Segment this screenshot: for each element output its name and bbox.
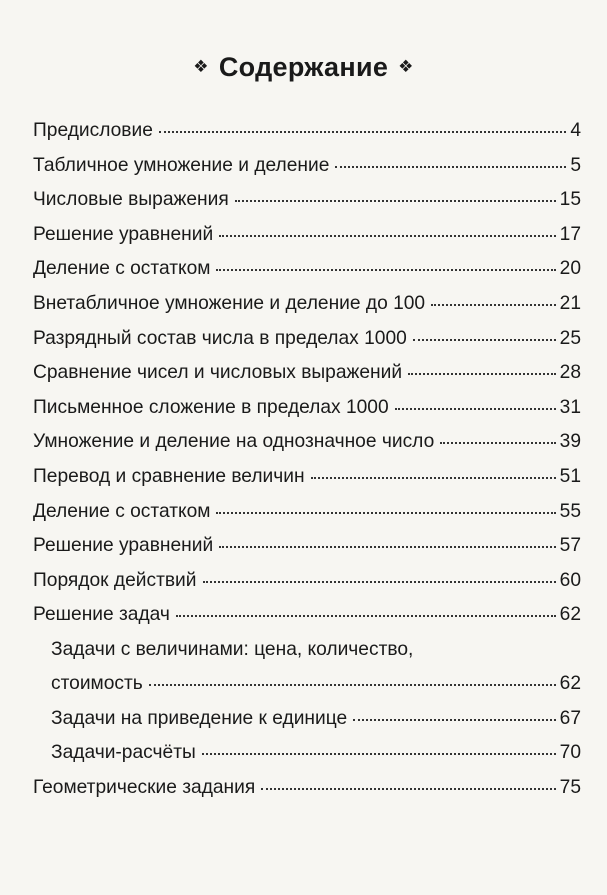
toc-entry-quantities [33, 464, 581, 490]
dot-leader [203, 581, 556, 583]
toc-entry-label: Геометрические задания [33, 776, 256, 798]
toc-entry-label: Сравнение чисел и числовых выражений [33, 362, 403, 384]
toc-entry-extra-table-multiplication [33, 291, 581, 317]
toc-entry-geometry [33, 775, 581, 801]
toc-entry-label: Умножение и деление на однозначное число [33, 431, 435, 453]
dot-leader [219, 235, 555, 237]
toc-entry-equations [33, 222, 581, 248]
toc-entry-label: Задачи на приведение к единице [51, 707, 348, 729]
toc-entry-price-problems-cont [33, 671, 581, 697]
contents-heading [0, 52, 607, 83]
dot-leader [235, 200, 556, 202]
dot-leader [202, 753, 556, 755]
toc-entry-page: 31 [559, 396, 581, 418]
toc-entry-price-problems [33, 637, 581, 663]
toc-entry-label: Предисловие [33, 120, 153, 141]
toc-entry-page: 25 [559, 327, 581, 349]
dot-leader [149, 684, 556, 686]
toc-entry-label: Задачи-расчёты [51, 742, 196, 764]
dot-leader [216, 269, 555, 271]
toc-entry-preface [33, 118, 581, 144]
toc-entry-equations-2 [33, 533, 581, 559]
toc-entry-page: 62 [559, 672, 581, 694]
toc-entry-written-addition [33, 395, 581, 421]
toc-entry-numeric-expressions [33, 187, 581, 213]
toc-entry-label: Решение уравнений [33, 223, 214, 245]
toc-entry-page: 62 [559, 604, 581, 626]
dot-leader [335, 166, 566, 168]
diamond-icon: ❖ [193, 57, 209, 76]
toc-entry-page: 55 [559, 500, 581, 522]
toc-entry-label: Порядок действий [33, 569, 197, 591]
toc-entry-page: 70 [559, 742, 581, 764]
dot-leader [395, 408, 556, 410]
dot-leader [440, 442, 555, 444]
toc-entry-page: 67 [559, 707, 581, 729]
toc-entry-page: 39 [559, 431, 581, 453]
dot-leader [159, 131, 566, 133]
dot-leader [413, 339, 556, 341]
dot-leader [311, 477, 556, 479]
toc-entry-digit-composition [33, 326, 581, 352]
toc-entry-order-of-operations [33, 568, 581, 594]
toc-entry-page: 5 [570, 154, 581, 176]
toc-entry-page: 20 [559, 258, 581, 280]
toc-entry-calculation-problems [33, 740, 581, 766]
table-of-contents [33, 118, 581, 809]
toc-entry-label: Перевод и сравнение величин [33, 465, 305, 487]
dot-leader [176, 615, 556, 617]
dot-leader [408, 373, 556, 375]
toc-entry-page: 75 [559, 776, 581, 798]
toc-entry-label: Письменное сложение в пределах 1000 [33, 396, 389, 418]
toc-entry-label: стоимость [51, 672, 143, 694]
toc-entry-single-digit-multiplication [33, 429, 581, 455]
toc-entry-unit-problems [33, 706, 581, 732]
toc-entry-label: Решение уравнений [33, 535, 214, 557]
toc-entry-page: 60 [559, 569, 581, 591]
diamond-icon: ❖ [398, 57, 414, 76]
toc-entry-division-remainder [33, 256, 581, 282]
toc-entry-page: 28 [559, 362, 581, 384]
toc-entry-page: 17 [559, 223, 581, 245]
dot-leader [216, 512, 555, 514]
toc-entry-label: Разрядный состав числа в пределах 1000 [33, 327, 407, 349]
toc-entry-page: 15 [559, 189, 581, 211]
dot-leader [431, 304, 556, 306]
dot-leader [261, 788, 555, 790]
toc-entry-page: 21 [559, 292, 581, 314]
toc-entry-label: Внетабличное умножение и деление до 100 [33, 292, 426, 314]
toc-entry-problem-solving [33, 602, 581, 628]
toc-entry-label: Табличное умножение и деление [33, 154, 330, 176]
toc-entry-division-remainder-2 [33, 499, 581, 525]
toc-entry-label: Решение задач [33, 604, 170, 626]
toc-entry-table-multiplication [33, 153, 581, 179]
toc-entry-label: Числовые выражения [33, 189, 229, 211]
toc-entry-comparison [33, 360, 581, 386]
toc-entry-page: 57 [559, 535, 581, 557]
page-title: Содержание [218, 52, 389, 82]
dot-leader [219, 546, 555, 548]
toc-entry-page: 4 [570, 120, 581, 141]
toc-entry-label: Деление с остатком [33, 258, 211, 280]
toc-entry-label: Задачи с величинами: цена, количество, [51, 638, 414, 660]
dot-leader [353, 719, 555, 721]
toc-entry-label: Деление с остатком [33, 500, 211, 522]
toc-entry-page: 51 [559, 465, 581, 487]
